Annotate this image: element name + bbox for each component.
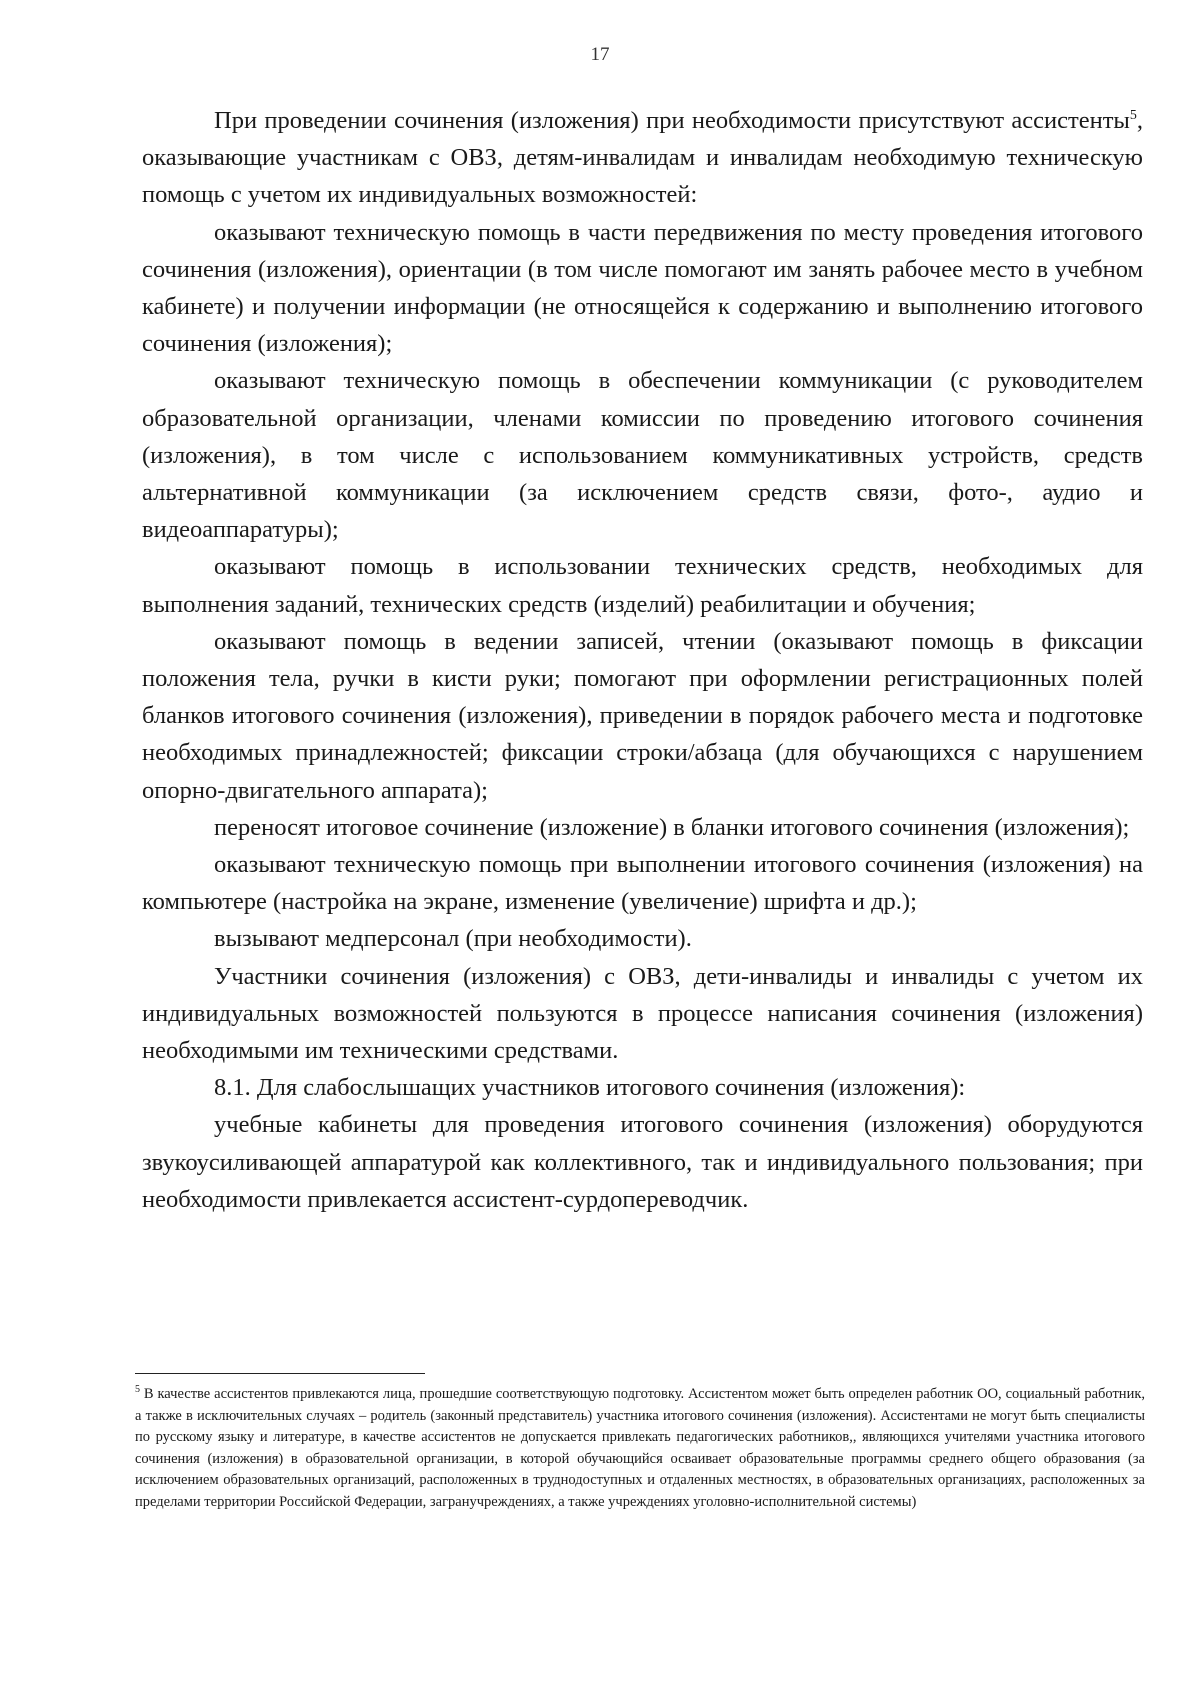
page-number: 17 xyxy=(590,44,610,65)
footnote-text: В качестве ассистентов привлекаются лица, прошедшие соответствующую подготовку. Ассистентом может быть определен работник ОО, социальный работник, а также в исключительных случаях – родитель (законный представитель) участника итогового сочинения (изложения). Ассистентами не могут быть специалисты по русскому языку и литературе, в качестве ассистентов не допускается привлекать педагогических работников,, являющихся учителями участника итогового сочинения (изложения) в образовательной организации, в которой обучающийся осваивает образовательные программы среднего общего образования (за исключением образовательных организаций, расположенных в труднодоступных и отдаленных местностях, в образовательных организациях, расположенных за пределами территории Российской Федерации, загранучреждениях, а также учреждениях уголовно-исполнительной системы) xyxy=(135,1386,1145,1510)
main-text xyxy=(142,102,1143,1218)
paragraph-section-8-1: 8.1. Для слабослышащих участников итогового сочинения (изложения): xyxy=(214,1074,966,1102)
paragraph-medical-staff: вызывают медперсонал (при необходимости). xyxy=(214,925,692,953)
footnote-ref: 5 xyxy=(1129,107,1137,123)
paragraph-writing-reading-help: оказывают помощь в ведении записей, чтении (оказывают помощь в фиксации положения тела, ручки в кисти руки; помогают при оформлении регистрационных полей бланков итогового сочинения (изложения), приведении в порядок рабочего места и подготовке необходимых принадлежностей; фиксации строки/абзаца (для обучающихся с нарушением опорно-двигательного аппарата); xyxy=(142,627,1143,804)
paragraph-assistants-intro xyxy=(142,102,1143,214)
paragraph-text: , оказывающие участникам с ОВЗ, детям-инвалидам и инвалидам необходимую техническую помощь с учетом их индивидуальных возможностей: xyxy=(142,107,1143,209)
paragraph-technical-means-help: оказывают помощь в использовании технических средств, необходимых для выполнения заданий, технических средств (изделий) реабилитации и обучения; xyxy=(142,553,1143,618)
paragraph-transfer-to-forms: переносят итоговое сочинение (изложение) в бланки итогового сочинения (изложения); xyxy=(214,813,1130,841)
paragraph-text: При проведении сочинения (изложения) при необходимости присутствуют ассистенты xyxy=(214,107,1130,134)
paragraph-movement-help: оказывают техническую помощь в части передвижения по месту проведения итогового сочинения (изложения), ориентации (в том числе помогают им занять рабочее место в учебном кабинете) и получении информации (не относящейся к содержанию и выполнению итогового сочинения (изложения); xyxy=(142,218,1143,358)
footnote xyxy=(135,1384,1145,1514)
footnote-separator xyxy=(135,1373,425,1374)
paragraph-sound-equipment: учебные кабинеты для проведения итогового сочинения (изложения) оборудуются звукоусиливающей аппаратурой как коллективного, так и индивидуального пользования; при необходимости привлекается ассистент-сурдопереводчик. xyxy=(142,1111,1143,1213)
paragraph-communication-help: оказывают техническую помощь в обеспечении коммуникации (с руководителем образовательной организации, членами комиссии по проведению итогового сочинения (изложения), в том числе с использованием коммуникативных устройств, средств альтернативной коммуникации (за исключением средств связи, фото-, аудио и видеоаппаратуры); xyxy=(142,367,1143,544)
paragraph-computer-help: оказывают техническую помощь при выполнении итогового сочинения (изложения) на компьютере (настройка на экране, изменение (увеличение) шрифта и др.); xyxy=(142,851,1143,916)
footnote-marker: 5 xyxy=(135,1384,140,1396)
paragraph-participants-means: Участники сочинения (изложения) с ОВЗ, дети-инвалиды и инвалиды с учетом их индивидуальных возможностей пользуются в процессе написания сочинения (изложения) необходимыми им техническими средствами. xyxy=(142,962,1143,1065)
